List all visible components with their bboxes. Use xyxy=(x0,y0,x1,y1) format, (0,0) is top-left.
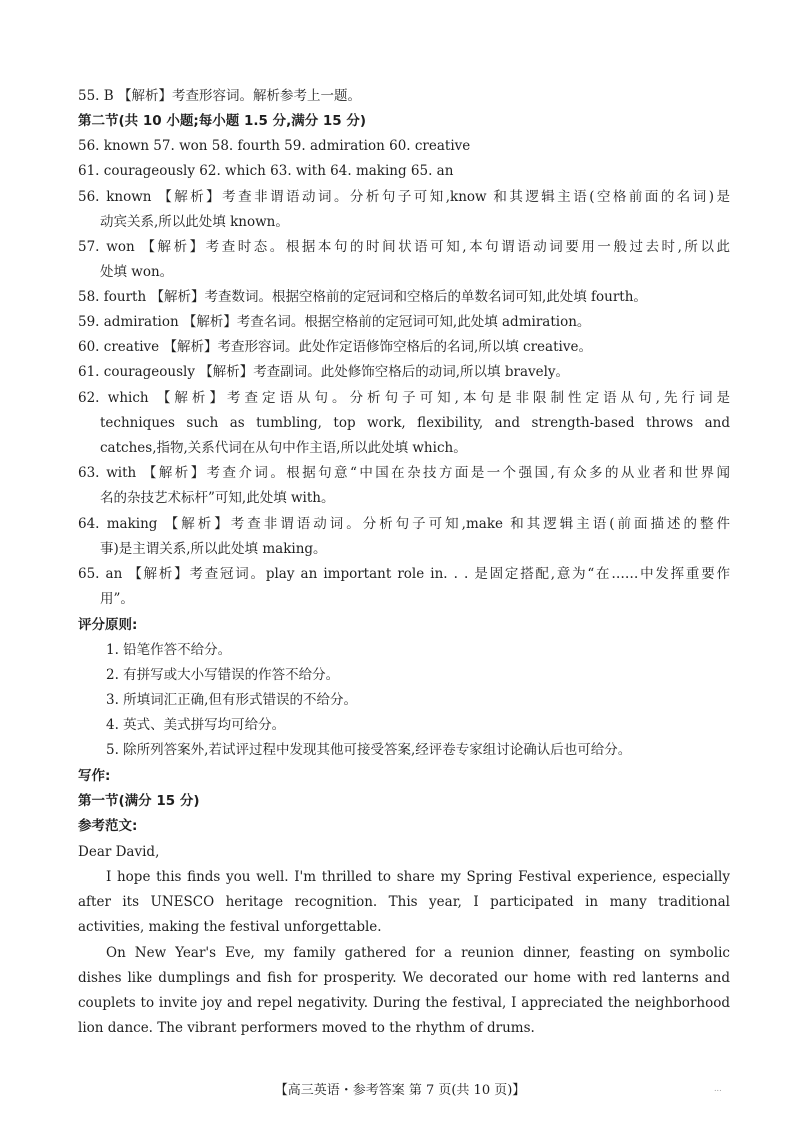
page-footer: 【高三英语・参考答案 第 7 页(共 10 页)】 xyxy=(274,1083,526,1098)
explanation-57: 57. won 【解析】考查时态。根据本句的时间状语可知,本句谓语动词要用一般过去时,所以此 xyxy=(78,239,730,255)
scoring-rule-2: 2. 有拼写或大小写错误的作答不给分。 xyxy=(106,667,340,683)
explanation-63: 63. with 【解析】考查介词。根据句意“中国在杂技方面是一个强国,有众多的从业者和世界闻 xyxy=(78,465,730,481)
explanation-61: 61. courageously 【解析】考查副词。此处修饰空格后的动词,所以填 bravely。 xyxy=(78,364,570,380)
essay-salutation: Dear David, xyxy=(78,844,160,860)
explanation-62-cont2: catches,指物,关系代词在从句中作主语,所以此处填 which。 xyxy=(100,440,467,456)
explanation-58: 58. fourth 【解析】考查数词。根据空格前的定冠词和空格后的单数名词可知,此处填 fourth。 xyxy=(78,289,647,305)
scoring-rule-5: 5. 除所列答案外,若试评过程中发现其他可接受答案,经评卷专家组讨论确认后也可给分。 xyxy=(106,742,632,758)
explanation-62: 62. which 【解析】考查定语从句。分析句子可知,本句是非限制性定语从句,先行词是 xyxy=(78,390,730,406)
essay-para1-line3: activities, making the festival unforgettable. xyxy=(78,919,382,935)
explanation-59: 59. admiration 【解析】考查名词。根据空格前的定冠词可知,此处填 admiration。 xyxy=(78,314,591,330)
corner-mark: ... xyxy=(714,1084,722,1093)
explanation-56-cont: 动宾关系,所以此处填 known。 xyxy=(100,214,289,230)
answer-list-61-65: 61. courageously 62. which 63. with 64. making 65. an xyxy=(78,163,454,179)
explanation-65: 65. an 【解析】考查冠词。play an important role in. . . 是固定搭配,意为“在……中发挥重要作 xyxy=(78,566,730,582)
scoring-rule-3: 3. 所填词汇正确,但有形式错误的不给分。 xyxy=(106,692,357,708)
essay-para2-line1: On New Year's Eve, my family gathered for a reunion dinner, feasting on symbolic xyxy=(106,945,730,961)
essay-para2-line2: dishes like dumplings and fish for prosperity. We decorated our home with red lanterns and xyxy=(78,970,730,986)
explanation-60: 60. creative 【解析】考查形容词。此处作定语修饰空格后的名词,所以填 creative。 xyxy=(78,339,592,355)
explanation-56: 56. known 【解析】考查非谓语动词。分析句子可知,know 和其逻辑主语(空格前面的名词)是 xyxy=(78,189,730,205)
scoring-rule-1: 1. 铅笔作答不给分。 xyxy=(106,642,232,658)
explanation-65-cont: 用”。 xyxy=(100,591,134,607)
writing-part1-heading: 第一节(满分 15 分) xyxy=(78,793,200,809)
explanation-62-cont1: techniques such as tumbling, top work, flexibility, and strength-based throws and xyxy=(100,415,730,431)
essay-para1-line1: I hope this finds you well. I'm thrilled to share my Spring Festival experience, especially xyxy=(106,869,730,885)
section-heading-part2: 第二节(共 10 小题;每小题 1.5 分,满分 15 分) xyxy=(78,113,367,129)
essay-para2-line3: couplets to invite joy and repel negativity. During the festival, I appreciated the neighborhood xyxy=(78,995,730,1011)
writing-heading: 写作: xyxy=(78,768,111,784)
essay-para1-line2: after its UNESCO heritage recognition. This year, I participated in many traditional xyxy=(78,894,730,910)
explanation-63-cont: 名的杂技艺术标杆”可知,此处填 with。 xyxy=(100,490,335,506)
explanation-57-cont: 处填 won。 xyxy=(100,264,174,280)
scoring-rules-heading: 评分原则: xyxy=(78,617,138,633)
explanation-64: 64. making 【解析】考查非谓语动词。分析句子可知,make 和其逻辑主语(前面描述的整件 xyxy=(78,516,730,532)
answer-list-56-60: 56. known 57. won 58. fourth 59. admiration 60. creative xyxy=(78,138,471,154)
model-essay-heading: 参考范文: xyxy=(78,818,138,834)
explanation-64-cont: 事)是主谓关系,所以此处填 making。 xyxy=(100,541,327,557)
essay-para2-line4: lion dance. The vibrant performers moved to the rhythm of drums. xyxy=(78,1020,535,1036)
answer-55: 55. B 【解析】考查形容词。解析参考上一题。 xyxy=(78,88,361,104)
scoring-rule-4: 4. 英式、美式拼写均可给分。 xyxy=(106,717,286,733)
